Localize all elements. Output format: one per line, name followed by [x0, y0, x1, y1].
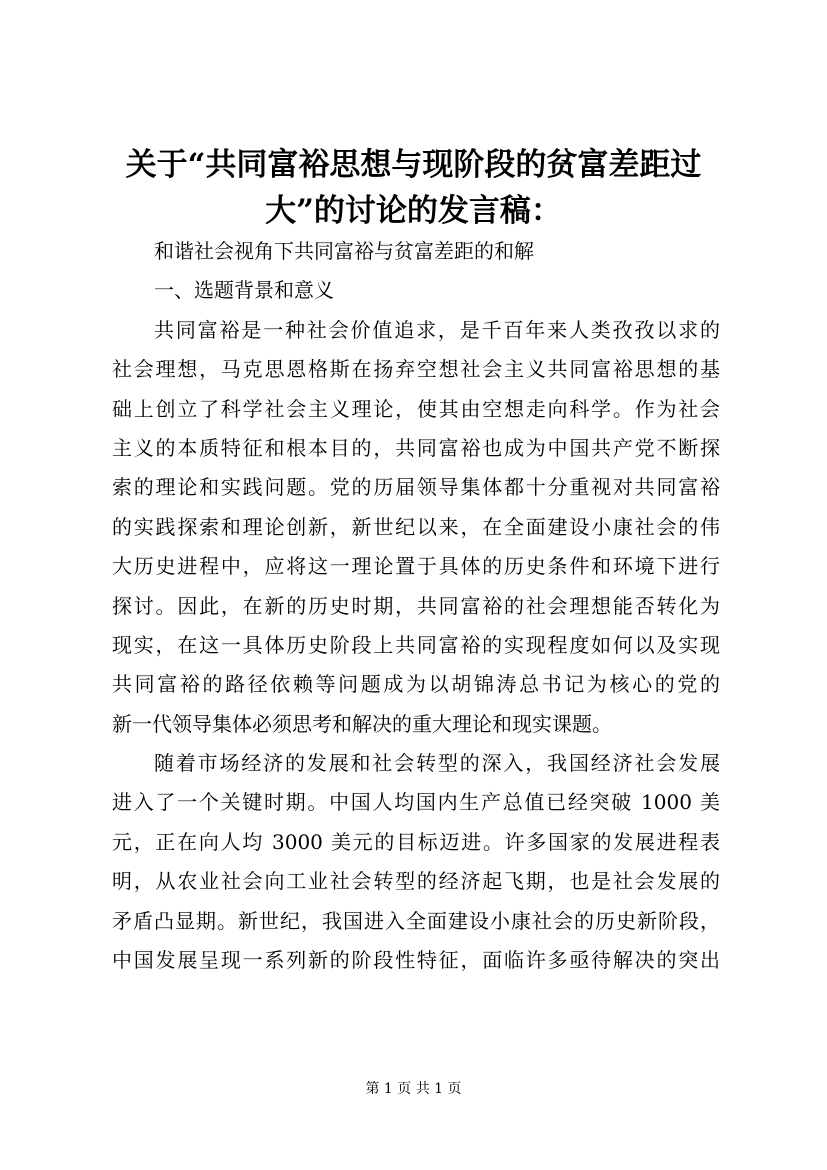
paragraph2-line: 元，正在向人均 3000 美元的目标迈进。许多国家的发展进程表 [112, 829, 720, 854]
paragraph1-line: 大历史进程中，应将这一理论置于具体的历史条件和环境下进行 [112, 554, 720, 579]
paragraph1-line: 础上创立了科学社会主义理论，使其由空想走向科学。作为社会 [112, 396, 720, 421]
paragraph1-line: 主义的本质特征和根本目的，共同富裕也成为中国共产党不断探 [112, 435, 720, 460]
paragraph2-line: 随着市场经济的发展和社会转型的深入，我国经济社会发展 [154, 751, 720, 776]
paragraph1-line: 共同富裕是一种社会价值追求，是千百年来人类孜孜以求的 [154, 317, 720, 342]
title-line-2: 大”的讨论的发言稿： [265, 193, 562, 229]
paragraph2-line: 矛盾凸显期。新世纪，我国进入全面建设小康社会的历史新阶段， [112, 908, 720, 933]
page-footer: 第 1 页 共 1 页 [365, 1081, 462, 1097]
document-body [112, 232, 720, 980]
paragraph1-line: 索的理论和实践问题。党的历届领导集体都十分重视对共同富裕 [112, 475, 720, 500]
paragraph1-line: 新一代领导集体必须思考和解决的重大理论和现实课题。 [112, 711, 612, 736]
paragraph2-line: 进入了一个关键时期。中国人均国内生产总值已经突破 1000 美 [112, 790, 720, 815]
paragraph2-line: 中国发展呈现一系列新的阶段性特征，面临许多亟待解决的突出 [112, 948, 720, 973]
paragraph1-line: 社会理想，马克思恩格斯在扬弃空想社会主义共同富裕思想的基 [112, 357, 720, 382]
document-title [100, 142, 727, 234]
paragraph1-line: 共同富裕的路径依赖等问题成为以胡锦涛总书记为核心的党的 [112, 672, 720, 697]
section-heading: 一、选题背景和意义 [154, 278, 334, 303]
title-line-1: 关于“共同富裕思想与现阶段的贫富差距过 [125, 147, 702, 183]
paragraph1-line: 探讨。因此，在新的历史时期，共同富裕的社会理想能否转化为 [112, 593, 720, 618]
paragraph1-line: 现实，在这一具体历史阶段上共同富裕的实现程度如何以及实现 [112, 632, 720, 657]
paragraph2-line: 明，从农业社会向工业社会转型的经济起飞期，也是社会发展的 [112, 869, 720, 894]
paragraph1-line: 的实践探索和理论创新，新世纪以来，在全面建设小康社会的伟 [112, 514, 720, 539]
subtitle: 和谐社会视角下共同富裕与贫富差距的和解 [154, 239, 534, 263]
